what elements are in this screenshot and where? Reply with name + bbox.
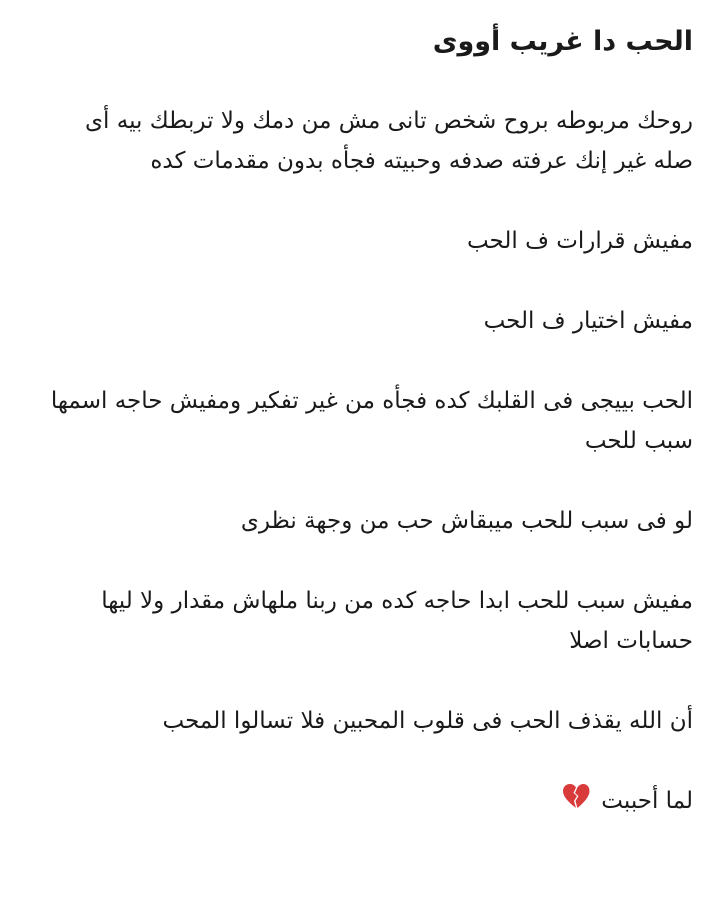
paragraph-6: مفيش سبب للحب ابدا حاجه كده من ربنا ملهاش مقدار ولا ليها حسابات اصلا xyxy=(101,588,693,654)
paragraph-1: روحك مربوطه بروح شخص تانى مش من دمك ولا تربطك بيه أى صله غير إنك عرفته صدفه وحبيته فجأه بدون مقدمات كده xyxy=(85,108,693,174)
paragraph-7: أن الله يقذف الحب فى قلوب المحبين فلا تسالوا المحب xyxy=(162,708,693,734)
post-title: الحب دا غريب أووى xyxy=(432,26,693,57)
paragraph-4: الحب بييجى فى القلبك كده فجأه من غير تفكير ومفيش حاجه اسمها سبب للحب xyxy=(50,388,693,454)
paragraph-2: مفيش قرارات ف الحب xyxy=(466,228,693,254)
paragraph-3: مفيش اختيار ف الحب xyxy=(483,308,693,334)
broken-heart-icon xyxy=(562,782,590,822)
closing-text: لما أحببت xyxy=(601,788,693,814)
closing-line xyxy=(40,781,693,822)
paragraph-5: لو فى سبب للحب ميبقاش حب من وجهة نظرى xyxy=(240,508,693,534)
